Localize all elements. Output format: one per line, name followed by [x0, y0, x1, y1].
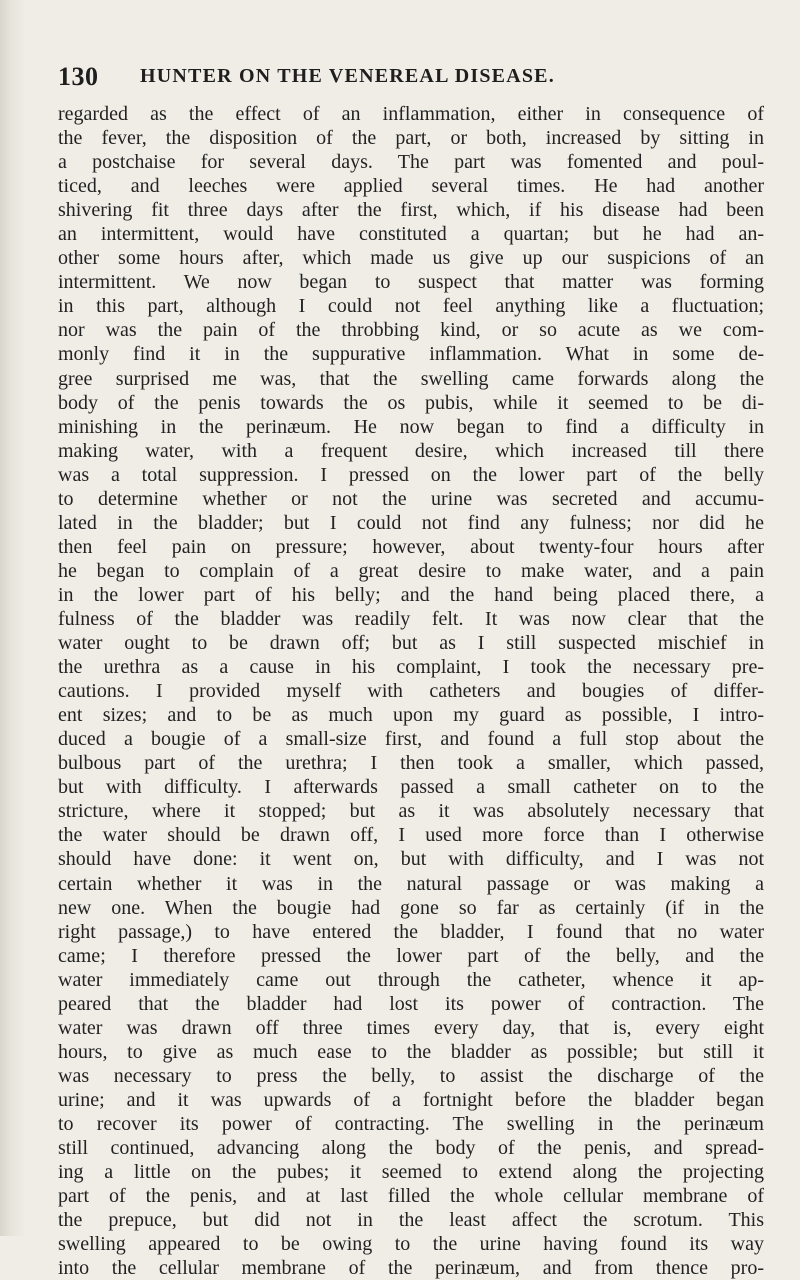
text-line: duced a bougie of a small-size first, and found a full stop about the	[58, 728, 764, 751]
text-line: he began to complain of a great desire to make water, and a pain	[58, 559, 764, 582]
text-line: bulbous part of the urethra; I then took a smaller, which passed,	[58, 752, 764, 775]
text-line: peared that the bladder had lost its power of contraction. The	[58, 992, 764, 1015]
text-line: swelling appeared to be owing to the urine having found its way	[58, 1233, 764, 1256]
text-line: water ought to be drawn off; but as I still suspected mischief in	[58, 632, 764, 655]
text-line: to determine whether or not the urine was secreted and accumu-	[58, 487, 764, 510]
text-line: fulness of the bladder was readily felt. It was now clear that the	[58, 607, 764, 630]
text-line: should have done: it went on, but with difficulty, and I was not	[58, 848, 764, 871]
text-line: into the cellular membrane of the perinæum, and from thence pro-	[58, 1257, 764, 1280]
running-head	[58, 62, 758, 92]
text-line: to recover its power of contracting. The swelling in the perinæum	[58, 1112, 764, 1135]
text-line: in this part, although I could not feel anything like a fluctuation;	[58, 295, 764, 318]
text-line: hours, to give as much ease to the bladder as possible; but still it	[58, 1040, 764, 1063]
text-line: body of the penis towards the os pubis, while it seemed to be di-	[58, 391, 764, 414]
text-line: making water, with a frequent desire, which increased till there	[58, 439, 764, 462]
text-line: was necessary to press the belly, to assist the discharge of the	[58, 1064, 764, 1087]
text-line: a postchaise for several days. The part was fomented and poul-	[58, 151, 764, 174]
text-line: gree surprised me was, that the swelling came forwards along the	[58, 367, 764, 390]
text-line: certain whether it was in the natural passage or was making a	[58, 872, 764, 895]
text-line: was a total suppression. I pressed on the lower part of the belly	[58, 463, 764, 486]
text-line: monly find it in the suppurative inflammation. What in some de-	[58, 343, 764, 366]
text-line: water immediately came out through the catheter, whence it ap-	[58, 968, 764, 991]
text-line: but with difficulty. I afterwards passed a small catheter on to the	[58, 776, 764, 799]
text-line: regarded as the effect of an inflammation, either in consequence of	[58, 103, 764, 125]
text-line: other some hours after, which made us give up our suspicions of an	[58, 247, 764, 270]
text-line: the water should be drawn off, I used more force than I otherwise	[58, 824, 764, 847]
text-line: urine; and it was upwards of a fortnight before the bladder began	[58, 1088, 764, 1111]
text-line: minishing in the perinæum. He now began to find a difficulty in	[58, 415, 764, 438]
text-line: part of the penis, and at last filled the whole cellular membrane of	[58, 1185, 764, 1208]
text-line: ent sizes; and to be as much upon my guard as possible, I intro-	[58, 704, 764, 727]
text-line: intermittent. We now began to suspect that matter was forming	[58, 271, 764, 294]
text-line: cautions. I provided myself with catheters and bougies of differ-	[58, 680, 764, 703]
text-line: water was drawn off three times every day, that is, every eight	[58, 1016, 764, 1039]
text-line: an intermittent, would have constituted a quartan; but he had an-	[58, 223, 764, 246]
text-line: the prepuce, but did not in the least affect the scrotum. This	[58, 1209, 764, 1232]
running-head-title: HUNTER ON THE VENEREAL DISEASE.	[140, 65, 555, 87]
body-paragraph	[58, 102, 764, 1280]
text-line: shivering fit three days after the first, which, if his disease had been	[58, 199, 764, 222]
text-line: still continued, advancing along the body of the penis, and spread-	[58, 1137, 764, 1160]
text-line: ing a little on the pubes; it seemed to extend along the projecting	[58, 1161, 764, 1184]
text-line: the fever, the disposition of the part, or both, increased by sitting in	[58, 127, 764, 150]
text-line: came; I therefore pressed the lower part of the belly, and the	[58, 944, 764, 967]
text-line: stricture, where it stopped; but as it was absolutely necessary that	[58, 800, 764, 823]
text-line: nor was the pain of the throbbing kind, or so acute as we com-	[58, 319, 764, 342]
text-line: then feel pain on pressure; however, about twenty-four hours after	[58, 535, 764, 558]
text-line: new one. When the bougie had gone so far as certainly (if in the	[58, 896, 764, 919]
text-line: in the lower part of his belly; and the hand being placed there, a	[58, 583, 764, 606]
text-line: right passage,) to have entered the bladder, I found that no water	[58, 920, 764, 943]
text-line: ticed, and leeches were applied several times. He had another	[58, 175, 764, 198]
text-line: lated in the bladder; but I could not find any fulness; nor did he	[58, 511, 764, 534]
page-number: 130	[58, 62, 99, 91]
text-line: the urethra as a cause in his complaint, I took the necessary pre-	[58, 656, 764, 679]
